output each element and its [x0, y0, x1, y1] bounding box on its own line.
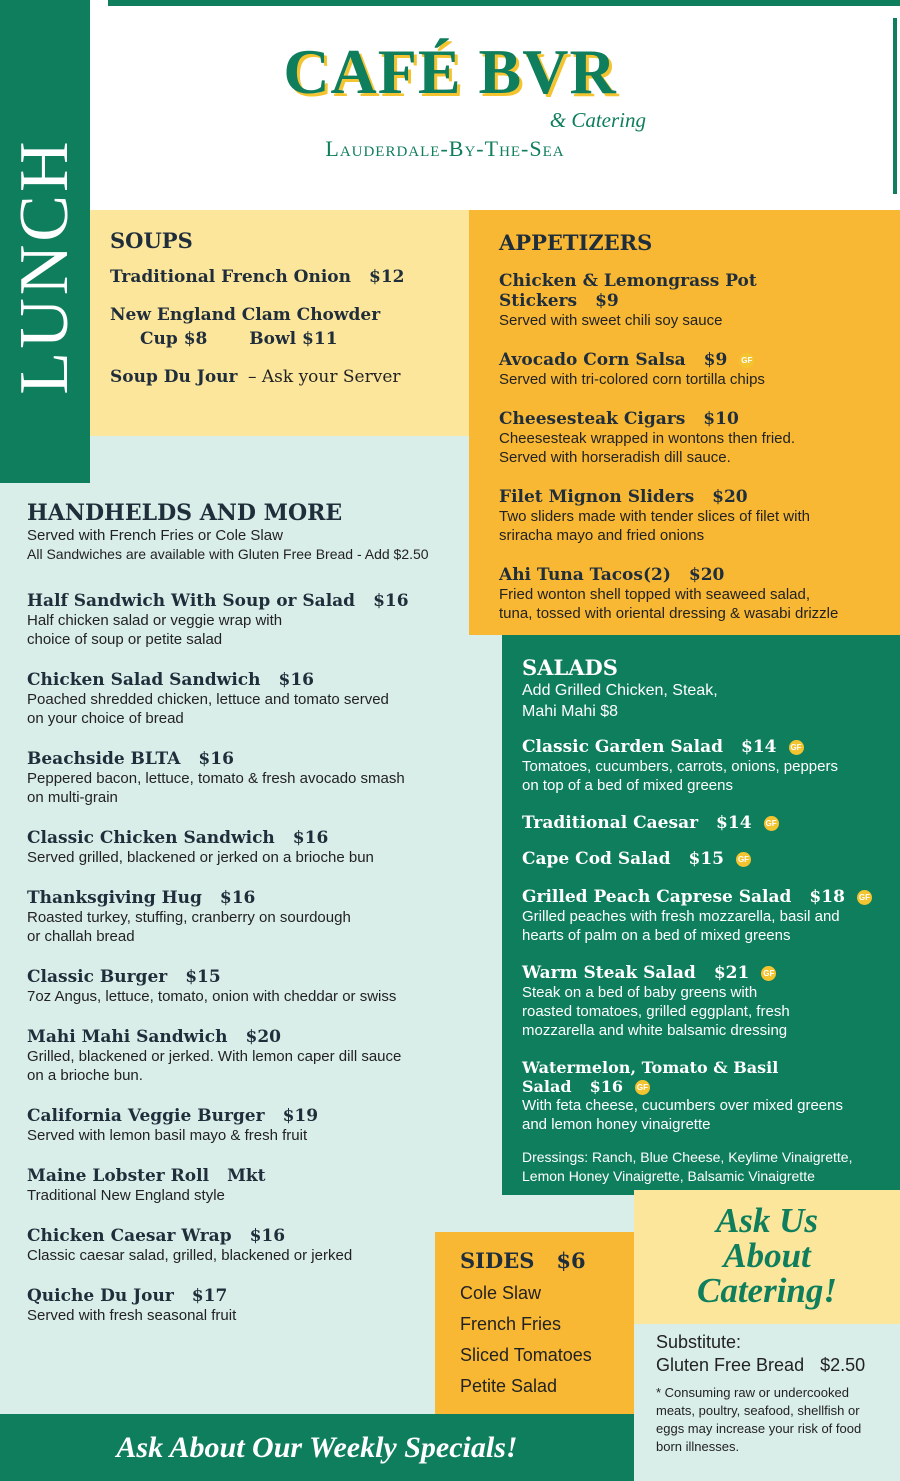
item-desc: Cheesesteak wrapped in wontons then fried. — [499, 430, 796, 447]
gluten-free-icon: GF — [739, 353, 754, 368]
item-desc: tuna, tossed with oriental dressing & wasabi drizzle — [499, 605, 839, 622]
item-desc: Tomatoes, cucumbers, carrots, onions, peppers — [522, 758, 838, 775]
soup-note: – Ask your Server — [247, 367, 401, 387]
item-name: Classic Garden Salad — [522, 737, 723, 757]
weekly-specials-banner: Ask About Our Weekly Specials! — [0, 1414, 634, 1481]
item-desc: Served with horseradish dill sauce. — [499, 449, 731, 466]
item-name: Avocado Corn Salsa — [499, 350, 686, 370]
header-right-rule — [893, 18, 897, 194]
item-name: Thanksgiving Hug — [27, 888, 202, 908]
salad-item — [522, 813, 880, 833]
soups-section — [90, 210, 470, 436]
item-price: $20 — [712, 487, 748, 507]
cup-price: $8 — [183, 329, 208, 349]
appetizers-title: APPETIZERS — [499, 230, 653, 255]
gluten-free-icon: GF — [857, 890, 872, 905]
catering-line: About — [723, 1236, 811, 1275]
item-desc: Served with tri-colored corn tortilla chips — [499, 371, 765, 388]
dressings-line: Dressings: Ranch, Blue Cheese, Keylime Vinaigrette, — [522, 1149, 853, 1165]
item-price: Mkt — [227, 1166, 266, 1186]
item-price: $15 — [688, 849, 724, 869]
handheld-item — [27, 591, 487, 649]
item-desc: and lemon honey vinaigrette — [522, 1116, 711, 1133]
warning-line: born illnesses. — [656, 1439, 740, 1454]
item-name: Chicken & Lemongrass Pot Stickers — [499, 271, 757, 311]
item-desc: Grilled, blackened or jerked. With lemon caper dill sauce — [27, 1048, 402, 1065]
item-desc: Steak on a bed of baby greens with — [522, 984, 758, 1001]
item-desc: hearts of palm on a bed of mixed greens — [522, 927, 791, 944]
item-desc: Served grilled, blackened or jerked on a brioche bun — [27, 849, 374, 866]
handheld-item — [27, 1226, 487, 1265]
item-price: $20 — [688, 565, 725, 585]
appetizer-item — [499, 487, 870, 545]
soup-item — [110, 305, 450, 325]
catering-line: Catering! — [696, 1271, 838, 1310]
salad-item — [522, 963, 880, 1040]
item-desc: Traditional New England style — [27, 1187, 225, 1204]
soup-item — [110, 267, 450, 287]
item-desc: on your choice of bread — [27, 710, 184, 727]
salads-addon: Add Grilled Chicken, Steak, — [522, 682, 718, 699]
gluten-free-icon: GF — [635, 1080, 650, 1095]
brand-subtitle: & Catering — [549, 108, 646, 132]
item-name: Cape Cod Salad — [522, 849, 671, 869]
handheld-item — [27, 1106, 487, 1145]
substitute-item: Gluten Free Bread — [656, 1355, 805, 1375]
sides-price: $6 — [556, 1248, 586, 1273]
soup-sizes — [110, 329, 450, 349]
item-price: $16 — [278, 670, 314, 690]
item-name: Chicken Salad Sandwich — [27, 670, 261, 690]
handheld-item — [27, 670, 487, 728]
item-desc: on a brioche bun. — [27, 1067, 143, 1084]
soup-name: Soup Du Jour — [110, 367, 238, 387]
item-price: $16 — [219, 888, 256, 908]
appetizer-item — [499, 409, 870, 467]
lunch-label: LUNCH — [6, 138, 83, 395]
item-price: $20 — [245, 1027, 281, 1047]
item-price: $16 — [589, 1077, 623, 1096]
item-name: Half Sandwich With Soup or Salad — [27, 591, 356, 611]
handheld-item — [27, 749, 487, 807]
item-desc: Grilled peaches with fresh mozzarella, basil and — [522, 908, 840, 925]
item-desc: mozzarella and white balsamic dressing — [522, 1022, 788, 1039]
side-item: French Fries — [460, 1314, 562, 1334]
item-name: Beachside BLTA — [27, 749, 181, 769]
warning-line: eggs may increase your risk of food — [656, 1421, 862, 1436]
item-desc: on top of a bed of mixed greens — [522, 777, 733, 794]
item-price: $21 — [713, 963, 750, 983]
dressings — [522, 1148, 880, 1186]
cup-label: Cup — [140, 329, 178, 349]
item-desc: Roasted turkey, stuffing, cranberry on sourdough — [27, 909, 351, 926]
gluten-free-icon: GF — [736, 852, 751, 867]
item-price: $9 — [595, 291, 619, 311]
substitute-label: Substitute: — [656, 1332, 742, 1352]
handheld-item — [27, 888, 487, 946]
item-desc: roasted tomatoes, grilled eggplant, fresh — [522, 1003, 790, 1020]
appetizer-item — [499, 350, 870, 389]
item-price: $18 — [809, 887, 845, 907]
item-desc: Served with lemon basil mayo & fresh fruit — [27, 1127, 308, 1144]
gluten-free-icon: GF — [761, 966, 776, 981]
item-name: Filet Mignon Sliders — [499, 487, 695, 507]
item-name: Warm Steak Salad — [522, 963, 696, 983]
item-price: $15 — [185, 967, 221, 987]
handheld-item — [27, 1166, 487, 1205]
salad-item — [522, 1058, 880, 1134]
item-price: $16 — [249, 1226, 286, 1246]
item-desc: 7oz Angus, lettuce, tomato, onion with cheddar or swiss — [27, 988, 397, 1005]
item-desc: Peppered bacon, lettuce, tomato & fresh avocado smash — [27, 770, 405, 787]
side-item: Sliced Tomatoes — [460, 1345, 592, 1365]
item-name: Cheesesteak Cigars — [499, 409, 686, 429]
gluten-free-icon: GF — [789, 740, 804, 755]
handheld-item — [27, 967, 487, 1006]
item-price: $9 — [703, 350, 728, 370]
catering-callout — [634, 1203, 900, 1308]
item-price: $17 — [191, 1286, 228, 1306]
item-desc: sriracha mayo and fried onions — [499, 527, 705, 544]
handhelds-title: HANDHELDS AND MORE — [27, 500, 343, 526]
item-price: $16 — [198, 749, 234, 769]
item-desc: choice of soup or petite salad — [27, 631, 223, 648]
item-price: $19 — [282, 1106, 319, 1126]
handheld-item — [27, 1286, 487, 1325]
item-price: $14 — [741, 737, 777, 757]
appetizer-item — [499, 271, 870, 330]
handheld-item — [27, 828, 487, 867]
handhelds-subtitle: Served with French Fries or Cole Slaw — [27, 527, 283, 544]
soup-item — [110, 367, 450, 387]
brand-location: Lauderdale-By-The-Sea — [325, 136, 565, 161]
sides-title: SIDES — [460, 1248, 535, 1273]
item-name: Ahi Tuna Tacos(2) — [499, 565, 671, 585]
item-desc: on multi-grain — [27, 789, 118, 806]
item-desc: Served with fresh seasonal fruit — [27, 1307, 237, 1324]
substitute-price: $2.50 — [820, 1355, 866, 1375]
brand-logo: CAFÉ BVR — [283, 36, 617, 107]
salad-item — [522, 737, 880, 795]
food-warning — [656, 1384, 878, 1456]
appetizers-section — [469, 210, 900, 635]
item-name: Classic Burger — [27, 967, 168, 987]
item-name: Quiche Du Jour — [27, 1286, 174, 1306]
item-desc: Classic caesar salad, grilled, blackened or jerked — [27, 1247, 353, 1264]
dressings-line: Lemon Honey Vinaigrette, Balsamic Vinaigrette — [522, 1168, 815, 1184]
soups-title: SOUPS — [110, 228, 193, 253]
item-desc: Half chicken salad or veggie wrap with — [27, 612, 283, 629]
bowl-price: $11 — [302, 329, 338, 349]
item-name: Maine Lobster Roll — [27, 1166, 210, 1186]
item-desc: Fried wonton shell topped with seaweed salad, — [499, 586, 811, 603]
handhelds-section — [27, 500, 487, 1325]
item-desc: Served with sweet chili soy sauce — [499, 312, 723, 329]
item-desc: With feta cheese, cucumbers over mixed greens — [522, 1097, 843, 1114]
bowl-label: Bowl — [249, 329, 297, 349]
item-name: Traditional Caesar — [522, 813, 699, 833]
soup-name: New England Clam Chowder — [110, 305, 381, 325]
appetizer-item — [499, 565, 870, 623]
item-name: Watermelon, Tomato & Basil Salad — [522, 1058, 779, 1096]
item-price: $16 — [292, 828, 329, 848]
side-item: Cole Slaw — [460, 1283, 542, 1303]
item-name: Classic Chicken Sandwich — [27, 828, 275, 848]
salad-item — [522, 849, 880, 869]
gluten-free-icon: GF — [764, 816, 779, 831]
warning-line: meats, poultry, seafood, shellfish or — [656, 1403, 860, 1418]
salads-section — [502, 635, 900, 1195]
header-top-rule — [108, 0, 900, 6]
item-price: $16 — [373, 591, 409, 611]
item-desc: Poached shredded chicken, lettuce and tomato served — [27, 691, 389, 708]
item-name: Grilled Peach Caprese Salad — [522, 887, 792, 907]
handheld-item — [27, 1027, 487, 1085]
salads-addon: Mahi Mahi $8 — [522, 703, 619, 720]
salads-title: SALADS — [522, 655, 618, 680]
item-name: California Veggie Burger — [27, 1106, 265, 1126]
item-price: $14 — [716, 813, 752, 833]
side-item: Petite Salad — [460, 1376, 558, 1396]
warning-line: * Consuming raw or undercooked — [656, 1385, 849, 1400]
soup-name: Traditional French Onion — [110, 267, 351, 287]
soup-price: $12 — [369, 267, 405, 287]
substitute-section — [634, 1324, 900, 1481]
item-desc: or challah bread — [27, 928, 135, 945]
sides-section — [435, 1232, 634, 1414]
catering-line: Ask Us — [715, 1201, 819, 1240]
item-name: Chicken Caesar Wrap — [27, 1226, 232, 1246]
item-desc: Two sliders made with tender slices of filet with — [499, 508, 810, 525]
item-price: $10 — [703, 409, 739, 429]
handhelds-note: All Sandwiches are available with Gluten Free Bread - Add $2.50 — [27, 546, 429, 562]
salad-item — [522, 887, 880, 945]
item-name: Mahi Mahi Sandwich — [27, 1027, 228, 1047]
